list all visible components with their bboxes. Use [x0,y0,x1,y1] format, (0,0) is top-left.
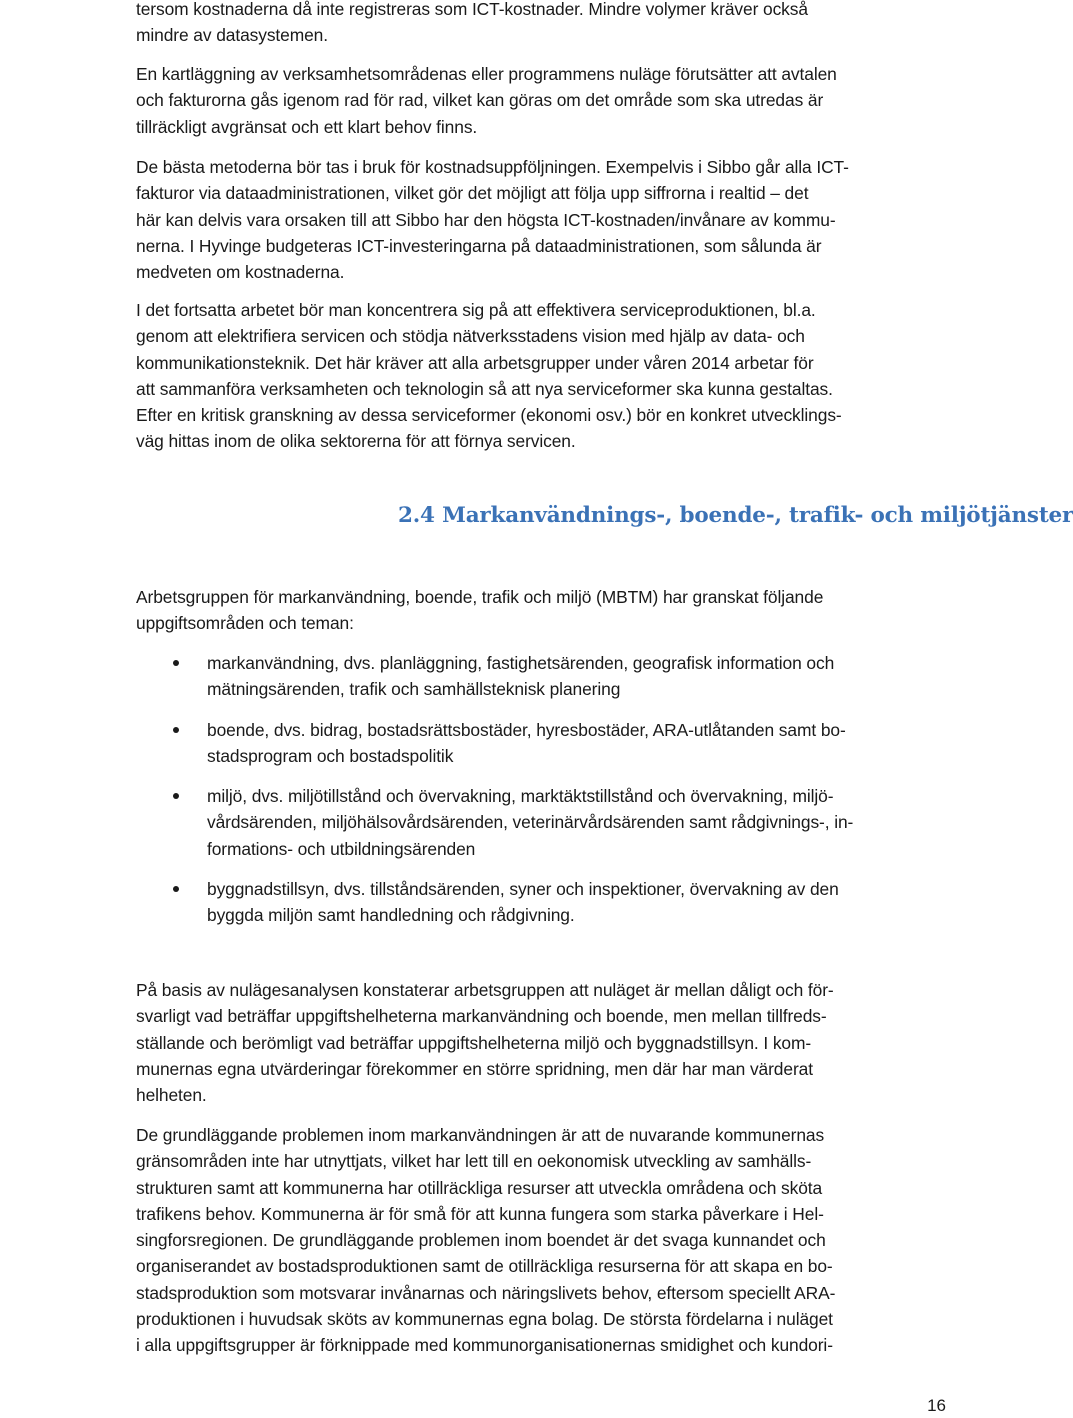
bullet-item [136,783,956,862]
text-line: genom att elektrifiera servicen och stödja nätverksstadens vision med hjälp av data- och [136,326,805,347]
text-line: mätningsärenden, trafik och samhällsteknisk planering [207,679,621,700]
text-line: tillräckligt avgränsat och ett klart behov finns. [136,116,478,137]
text-line: fakturor via dataadministrationen, vilket gör det möjligt att följa upp siffrorna i realtid – det [136,183,809,204]
text-line: att sammanföra verksamheten och teknologin så att nya serviceformer ska kunna gestaltas. [136,378,833,399]
text-line: ställande och berömligt vad beträffar uppgiftshelheterna miljö och byggnadstillsyn. I kom- [136,1032,812,1053]
topic-bullet-list [136,650,956,943]
text-line: uppgiftsområden och teman: [136,613,354,634]
page-number: 16 [927,1396,946,1415]
text-line: singforsregionen. De grundläggande problemen inom boendet är det svaga kunnandet och [136,1230,826,1251]
text-line: väg hittas inom de olika sektorerna för att förnya servicen. [136,431,576,452]
bullet-item [136,717,956,770]
text-line: kommunikationsteknik. Det här kräver att alla arbetsgrupper under våren 2014 arbetar för [136,352,814,373]
analysis-paragraph [136,977,956,1108]
text-line: gränsområden inte har utnyttjats, vilket har lett till en oekonomisk utveckling av samhälls- [136,1151,812,1172]
text-line: stadsproduktion som motsvarar invånarnas och näringslivets behov, eftersom speciellt ARA- [136,1282,836,1303]
bullet-icon [173,727,179,733]
intro-paragraph [136,584,956,637]
continued-work-paragraph [136,297,956,455]
text-line: byggnadstillsyn, dvs. tillståndsärenden, syner och inspektioner, övervakning av den [207,879,839,900]
top-fragment-paragraph [136,0,956,49]
text-line: markanvändning, dvs. planläggning, fastighetsärenden, geografisk information och [207,653,835,673]
text-line: medveten om kostnaderna. [136,262,345,283]
text-line: här kan delvis vara orsaken till att Sibbo har den högsta ICT-kostnaden/invånare av kommu- [136,209,836,230]
text-line: De grundläggande problemen inom markanvändningen är att de nuvarande kommunernas [136,1125,825,1145]
text-line: och fakturorna gås igenom rad för rad, vilket kan göras om det område som ska utredas är [136,90,824,111]
methods-paragraph [136,154,956,285]
bullet-item [136,876,956,929]
text-line: vårdsärenden, miljöhälsovårdsärenden, veterinärvårdsärenden samt rådgivnings-, in- [207,812,854,833]
text-line: helheten. [136,1085,207,1106]
bullet-icon [173,793,179,799]
bullet-icon [173,660,179,666]
problems-paragraph [136,1122,956,1359]
text-line: trafikens behov. Kommunerna är för små för att kunna fungera som starka påverkare i Hel- [136,1203,824,1224]
text-line: svarligt vad beträffar uppgiftshelheterna markanvändning och boende, men mellan tillfreds- [136,1006,827,1027]
text-line: På basis av nulägesanalysen konstaterar arbetsgruppen att nuläget är mellan dåligt och för- [136,980,834,1000]
text-line: byggda miljön samt handledning och rådgivning. [207,905,575,926]
text-line: organiserandet av bostadsproduktionen samt de otillräckliga resurserna för att skapa en bo- [136,1256,833,1277]
text-line: produktionen i huvudsak sköts av kommunernas egna bolag. De största fördelarna i nuläget [136,1309,833,1330]
text-line: De bästa metoderna bör tas i bruk för kostnadsuppföljningen. Exempelvis i Sibbo går alla ICT- [136,157,849,177]
text-line: miljö, dvs. miljötillstånd och övervakning, marktäktstillstånd och övervakning, miljö- [207,786,834,807]
text-line: tersom kostnaderna då inte registreras som ICT-kostnader. Mindre volymer kräver också [136,0,808,19]
section-heading: 2.4 Markanvändnings-, boende-, trafik- och miljötjänster [398,503,1073,528]
bullet-icon [173,886,179,892]
text-line: stadsprogram och bostadspolitik [207,745,454,766]
text-line: formations- och utbildningsärenden [207,838,476,859]
text-line: Arbetsgruppen för markanvändning, boende, trafik och miljö (MBTM) har granskat följande [136,587,824,607]
mapping-paragraph [136,61,956,140]
text-line: Efter en kritisk granskning av dessa serviceformer (ekonomi osv.) bör en konkret utvecklings- [136,405,842,426]
text-line: strukturen samt att kommunerna har otillräckliga resurser att utveckla områdena och sköta [136,1177,823,1198]
bullet-item [136,650,956,703]
text-line: munernas egna utvärderingar förekommer en större spridning, men där har man värderat [136,1058,813,1079]
text-line: nerna. I Hyvinge budgeteras ICT-investeringarna på dataadministrationen, som sålunda är [136,235,822,256]
text-line: mindre av datasystemen. [136,25,328,46]
text-line: En kartläggning av verksamhetsområdenas eller programmens nuläge förutsätter att avtalen [136,64,837,84]
text-line: I det fortsatta arbetet bör man koncentrera sig på att effektivera serviceproduktionen, bl.a. [136,300,816,320]
text-line: boende, dvs. bidrag, bostadsrättsbostäder, hyresbostäder, ARA-utlåtanden samt bo- [207,719,846,740]
text-line: i alla uppgiftsgrupper är förknippade med kommunorganisationernas smidighet och kundori- [136,1335,833,1356]
